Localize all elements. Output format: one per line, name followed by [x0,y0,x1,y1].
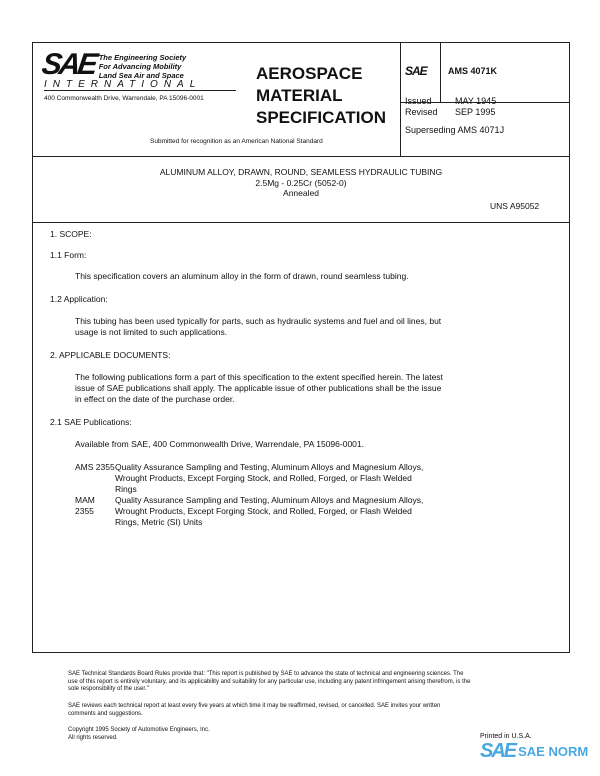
text-line: Wrought Products, Except Forging Stock, and Rolled, Forged, or Flash Welded [115,506,412,516]
reference-ams-2355 [75,462,423,495]
text-line: issue of SAE publications shall apply. The applicable issue of other publications shall be the issue [75,383,442,393]
tagline-line: The Engineering Society [98,53,187,62]
text-line: Rings [115,484,137,494]
footer-review [68,703,440,718]
text-line: usage is not limited to such applications. [75,327,228,337]
title-line: SPECIFICATION [256,108,387,127]
international-text: INTERNATIONAL [44,79,236,91]
document-number: AMS 4071K [448,66,498,76]
tagline-line: Land Sea Air and Space [98,71,184,80]
revised-label: Revised [405,107,438,117]
header-vdivider [400,42,401,156]
tagline-line: For Advancing Mobility [98,62,182,71]
reference-id: AMS 2355 [75,462,115,472]
reference-id: MAM 2355 [75,495,95,516]
address: 400 Commonwealth Drive, Warrendale, PA 15096-0001 [44,95,204,102]
sae-logo-mark: SAE [39,48,98,81]
text-line: The following publications form a part of this specification to the extent specified herein. The latest [75,372,443,382]
section-1-heading: 1. SCOPE: [50,229,92,239]
section-2-1-text: Available from SAE, 400 Commonwealth Drive, Warrendale, PA 15096-0001. [75,439,364,449]
title-divider [32,222,570,223]
watermark-text: SAE NORM [518,744,589,759]
sae-norm-watermark [480,740,588,763]
rights: All rights reserved. [68,734,118,741]
text-line: Quality Assurance Sampling and Testing, Aluminum Alloys and Magnesium Alloys, [115,495,424,505]
section-2-text [75,372,443,405]
section-1-1-text: This specification covers an aluminum alloy in the form of drawn, round seamless tubing. [75,271,409,281]
text-line: SAE Technical Standards Board Rules provide that: "This report is published by SAE to advance the state of technical and engineering sciences. The [68,671,464,677]
section-1-2-text [75,316,441,338]
sae-small-logo: SAE [405,64,427,78]
reference-mam-2355 [75,495,423,528]
section-2-heading: 2. APPLICABLE DOCUMENTS: [50,350,171,360]
docnum-vdivider [440,42,441,102]
sae-logo [39,48,187,81]
text-line: Wrought Products, Except Forging Stock, and Rolled, Forged, or Flash Welded [115,473,412,483]
title-line: MATERIAL [256,86,343,105]
material-line: ALUMINUM ALLOY, DRAWN, ROUND, SEAMLESS HYDRAULIC TUBING [159,167,443,177]
text-line: Quality Assurance Sampling and Testing, Aluminum Alloys and Magnesium Alloys, [115,462,424,472]
issued-value: MAY 1945 [455,96,497,106]
text-line: Rings, Metric (SI) Units [115,517,203,527]
submitted-note: Submitted for recognition as an American National Standard [150,138,323,145]
printed-in: Printed in U.S.A. [480,733,532,740]
material-line: 2.5Mg - 0.25Cr (5052-0) [255,177,347,188]
issued-label: Issued [405,96,432,106]
material-line: Annealed [283,188,319,198]
footer-copyright [68,727,210,742]
issue-dates [405,96,496,118]
superseding: Superseding AMS 4071J [405,125,505,135]
revised-value: SEP 1995 [455,107,496,117]
material-title [32,167,570,199]
text-line: use of this report is entirely voluntary, and its applicability and suitability for any particular use, including any patent infringement arising therefrom, is the [68,678,471,685]
text-line: This tubing has been used typically for parts, such as hydraulic systems and fuel and oil lines, but [75,316,442,326]
title-line: AEROSPACE [256,64,363,83]
uns-number: UNS A95052 [490,201,540,211]
text-line: SAE reviews each technical report at least every five years at which time it may be reaffirmed, revised, or cancelled. SAE invites your written [68,703,441,709]
header-divider [32,156,570,157]
section-1-2-heading: 1.2 Application: [50,294,108,304]
section-2-1-heading: 2.1 SAE Publications: [50,417,132,427]
text-line: comments and suggestions. [68,710,143,717]
copyright: Copyright 1995 Society of Automotive Engineers, Inc. [68,727,210,733]
section-1-1-heading: 1.1 Form: [50,250,87,260]
text-line: sole responsibility of the user." [68,686,149,692]
watermark-sae-mark: SAE [480,740,516,762]
footer-rules [68,671,470,694]
text-line: in effect on the date of the purchase order. [75,394,235,404]
document-type-title [256,63,386,129]
